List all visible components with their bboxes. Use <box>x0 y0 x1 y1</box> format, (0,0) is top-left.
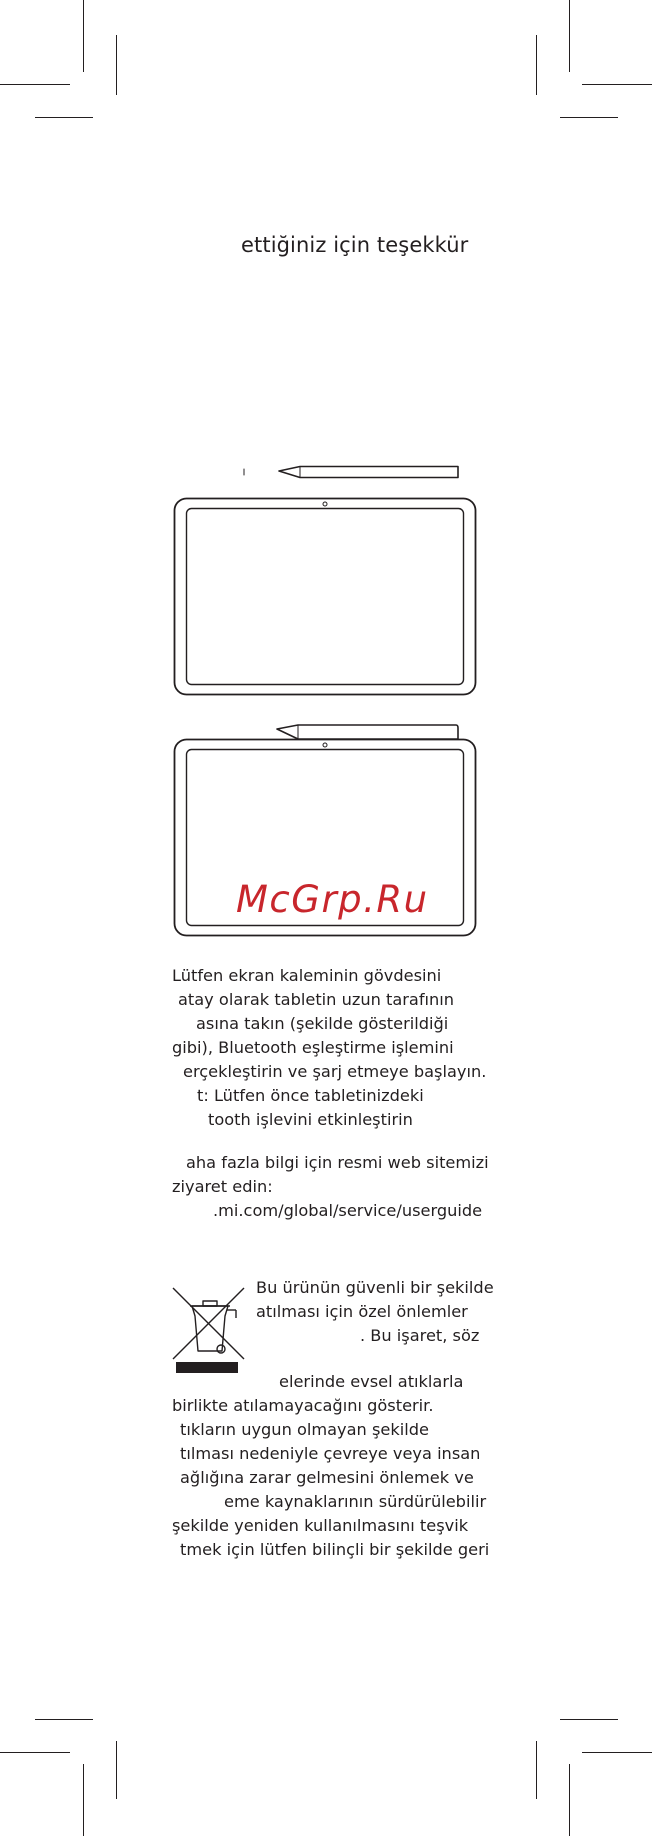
website-url: .mi.com/global/service/userguide <box>213 1201 483 1220</box>
text-line: tmek için lütfen bilinçli bir şekilde geri <box>180 1540 490 1559</box>
text-line: gibi), Bluetooth eşleştirme işlemini <box>172 1038 454 1057</box>
text-line: tılması nedeniyle çevreye veya insan <box>180 1444 481 1463</box>
text-line: atay olarak tabletin uzun tarafının <box>178 990 455 1009</box>
text-line: tooth işlevini etkinleştirin <box>208 1110 413 1129</box>
crop-mark <box>569 1764 570 1836</box>
crop-mark <box>116 1741 117 1799</box>
text-line: . Bu işaret, söz <box>360 1326 480 1345</box>
crop-mark <box>536 1741 537 1799</box>
text-line: eme kaynaklarının sürdürülebilir <box>224 1492 487 1511</box>
crop-mark <box>35 1719 93 1720</box>
text-line: şekilde yeniden kullanılmasını teşvik <box>172 1516 469 1535</box>
crop-mark <box>560 1719 618 1720</box>
text-line: ziyaret edin: <box>172 1177 273 1196</box>
more-info-block <box>0 1151 489 1223</box>
text-line: t: Lütfen önce tabletinizdeki <box>197 1086 424 1105</box>
page-heading: ettiğiniz için teşekkür <box>241 233 469 257</box>
stylus-pen-icon <box>244 467 458 478</box>
text-line: atılması için özel önlemler <box>256 1302 468 1321</box>
text-line: ağlığına zarar gelmesini önlemek ve <box>180 1468 474 1487</box>
weee-side-text <box>0 1276 494 1348</box>
text-line: elerinde evsel atıklarla <box>279 1372 464 1391</box>
crop-mark <box>582 1752 652 1753</box>
crop-mark <box>83 1764 84 1836</box>
text-line: asına takın (şekilde gösterildiği <box>196 1014 449 1033</box>
text-line: aha fazla bilgi için resmi web sitemizi <box>186 1153 489 1172</box>
text-line: tıkların uygun olmayan şekilde <box>180 1420 429 1439</box>
text-line: Bu ürünün güvenli bir şekilde <box>256 1278 494 1297</box>
text-line: erçekleştirin ve şarj etmeye başlayın. <box>183 1062 487 1081</box>
text-line: birlikte atılamayacağını gösterir. <box>172 1396 434 1415</box>
instructions-block <box>0 964 486 1132</box>
tablet-front-icon <box>175 499 476 695</box>
weee-body-text <box>0 1370 489 1562</box>
text-line: Lütfen ekran kaleminin gövdesini <box>172 966 442 985</box>
watermark-text: McGrp.Ru <box>236 878 429 921</box>
crop-mark <box>0 1752 70 1753</box>
